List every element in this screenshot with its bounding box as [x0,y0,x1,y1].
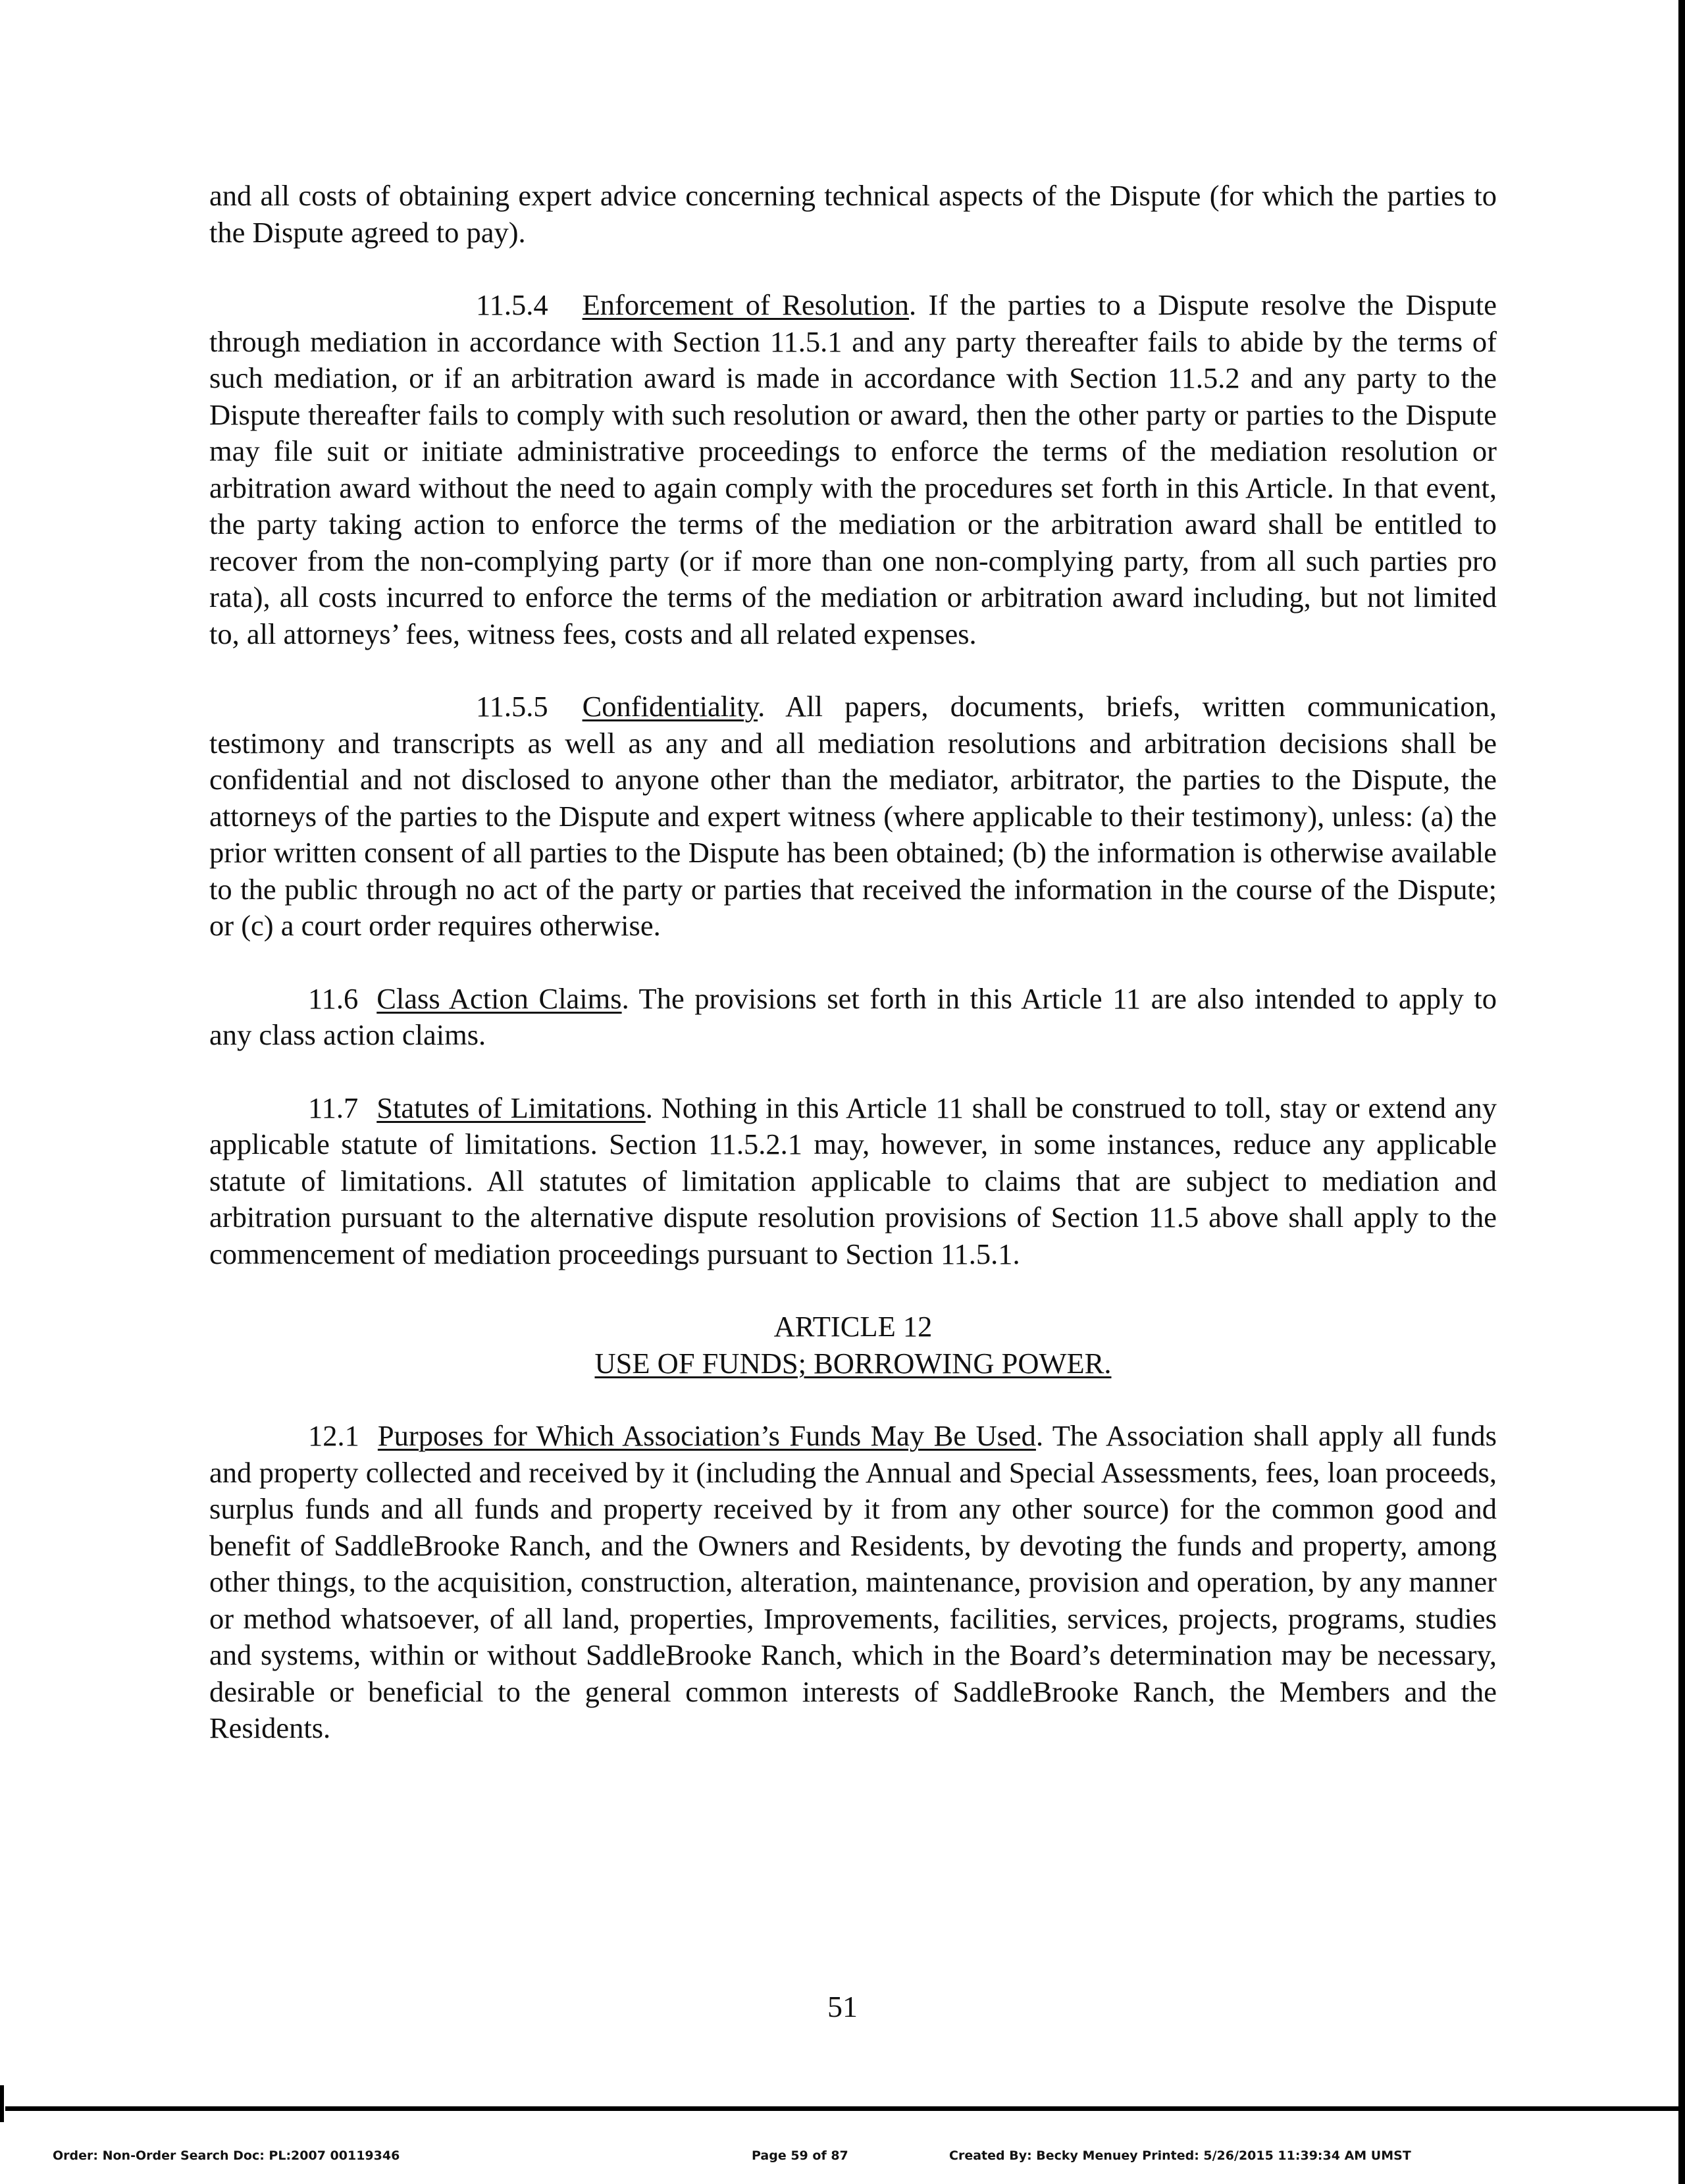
page-number: 51 [827,1990,858,2023]
section-11-5-5 [209,689,1497,945]
section-text: . If the parties to a Dispute resolve the Dispute through mediation in accordance with Section 11.5.1 and any party thereafter fails to abide by the terms of such mediation, or if an arbitration award is made in accordance with Section 11.5.2 and any party to the Dispute thereafter fails to comply with such resolution or award, then the other party or parties to the Dispute may file suit or initiate administrative proceedings to enforce the terms of the mediation resolution or arbitration award without the need to again comply with the procedures set forth in this Article. In that event, the party taking action to enforce the terms of the mediation or the arbitration award shall be entitled to recover from the non-complying party (or if more than one non-complying party, from all such parties pro rata), all costs incurred to enforce the terms of the mediation or arbitration award including, but not limited to, all attorneys’ fees, witness fees, costs and all related expenses. [209,288,1497,650]
section-title: Class Action Claims [376,981,622,1015]
footer-created-info: Created By: Becky Menuey Printed: 5/26/2015 11:39:34 AM UMST [949,2148,1411,2163]
section-number: 11.7 [308,1091,359,1124]
section-12-1 [209,1418,1497,1747]
article-title: USE OF FUNDS; BORROWING POWER. [594,1346,1112,1380]
section-11-6 [209,981,1497,1054]
article-heading [209,1309,1497,1382]
section-title: Enforcement of Resolution [582,288,910,321]
section-11-7 [209,1090,1497,1273]
section-number: 11.5.4 [476,288,548,321]
section-text: . The provisions set forth in this Article 11 are also intended to apply to any class action claims. [209,981,1497,1051]
footer-page-count: Page 59 of 87 [752,2148,848,2163]
section-text: . Nothing in this Article 11 shall be construed to toll, stay or extend any applicable statute of limitations. Section 11.5.2.1 may, however, in some instances, reduce any applicable statute of limitations. All statutes of limitation applicable to claims that are subject to mediation and arbitration pursuant to the alternative dispute resolution provisions of Section 11.5 above shall apply to the commencement of mediation proceedings pursuant to Section 11.5.1. [209,1091,1497,1270]
section-number: 11.5.5 [476,690,548,723]
section-number: 12.1 [308,1419,359,1452]
article-number: ARTICLE 12 [773,1310,933,1343]
scan-edge [1678,0,1685,2184]
footer-rule [5,2106,1685,2111]
section-text: . The Association shall apply all funds and property collected and received by it (including the Annual and Special Assessments, fees, loan proceeds, surplus funds and all funds and property received by it from any other source) for the common good and benefit of SaddleBrooke Ranch, and the Owners and Residents, by devoting the funds and property, among other things, to the acquisition, construction, alteration, maintenance, provision and operation, by any manner or method whatsoever, of all land, properties, Improvements, facilities, services, projects, programs, studies and systems, within or without SaddleBrooke Ranch, which in the Board’s determination may be necessary, desirable or beneficial to the general common interests of SaddleBrooke Ranch, the Members and the Residents. [209,1419,1497,1744]
footer-rule-tick [0,2085,4,2122]
document-body [209,178,1497,1783]
section-11-5-4 [209,287,1497,652]
section-text: . All papers, documents, briefs, written communication, testimony and transcripts as well as any and all mediation resolutions and arbitration decisions shall be confidential and not disclosed to anyone other than the mediator, arbitrator, the parties to the Dispute, the attorneys of the parties to the Dispute and expert witness (where applicable to their testimony), unless: (a) the prior written consent of all parties to the Dispute has been obtained; (b) the information is otherwise available to the public through no act of the party or parties that received the information in the course of the Dispute; or (c) a court order requires otherwise. [209,690,1497,942]
footer-order-info: Order: Non-Order Search Doc: PL:2007 00119346 [53,2148,400,2163]
section-title: Statutes of Limitations [376,1091,646,1124]
paragraph-continuation: and all costs of obtaining expert advice concerning technical aspects of the Dispute (for which the parties to the Dispute agreed to pay). [209,179,1497,249]
section-number: 11.6 [308,981,359,1015]
section-title: Purposes for Which Association’s Funds May Be Used [377,1419,1036,1452]
section-title: Confidentiality [582,690,758,723]
